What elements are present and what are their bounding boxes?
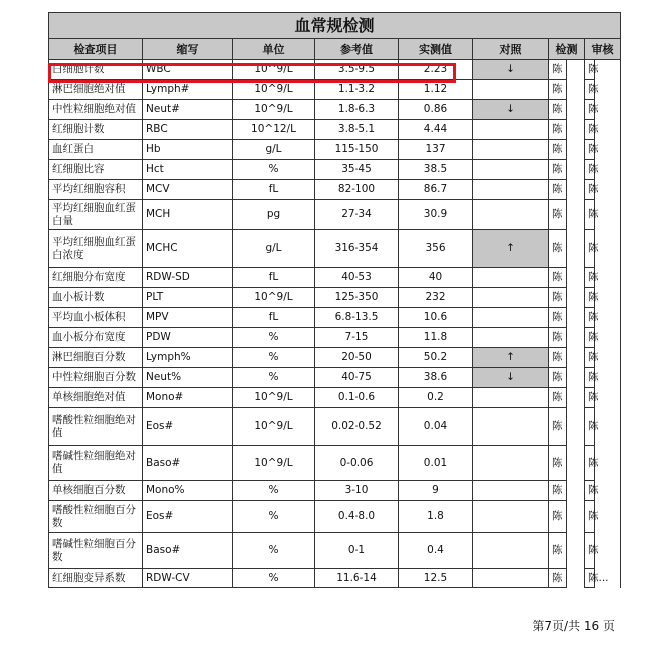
unit-cell: %: [233, 348, 315, 368]
unit-cell: 10^9/L: [233, 288, 315, 308]
abbreviation-cell: MCV: [143, 180, 233, 200]
gap-cell: [567, 80, 585, 100]
test-name-cell: 红细胞计数: [49, 120, 143, 140]
gap-cell: [567, 288, 585, 308]
flag-cell: ↓: [473, 100, 549, 120]
abbreviation-cell: WBC: [143, 60, 233, 80]
unit-cell: 10^9/L: [233, 446, 315, 481]
reviewer-cell: 陈: [585, 120, 595, 140]
measured-value-cell: 38.5: [399, 160, 473, 180]
gap-cell: [567, 60, 585, 80]
unit-cell: g/L: [233, 230, 315, 268]
flag-cell: ↑: [473, 230, 549, 268]
test-name-cell: 嗜碱性粒细胞百分数: [49, 533, 143, 569]
measured-value-cell: 137: [399, 140, 473, 160]
measured-value-cell: 0.4: [399, 533, 473, 569]
table-row: [49, 481, 621, 501]
reference-cell: 1.1-3.2: [315, 80, 399, 100]
unit-cell: g/L: [233, 140, 315, 160]
col-header-reference: 参考值: [315, 39, 399, 60]
tester-cell: 陈: [549, 288, 567, 308]
reference-cell: 27-34: [315, 200, 399, 230]
test-name-cell: 血红蛋白: [49, 140, 143, 160]
tester-cell: 陈: [549, 140, 567, 160]
col-header-item: 检查项目: [49, 39, 143, 60]
reviewer-cell: 陈: [585, 160, 595, 180]
flag-cell: [473, 140, 549, 160]
abbreviation-cell: Hct: [143, 160, 233, 180]
tester-cell: 陈: [549, 533, 567, 569]
tester-cell: 陈: [549, 388, 567, 408]
reviewer-cell: 陈: [585, 60, 595, 80]
page-number: 第7页/共 16 页: [532, 619, 615, 633]
tester-cell: 陈: [549, 446, 567, 481]
reviewer-cell: 陈...: [585, 569, 595, 588]
gap-cell: [567, 328, 585, 348]
reference-cell: 115-150: [315, 140, 399, 160]
reference-cell: 20-50: [315, 348, 399, 368]
table-row: [49, 180, 621, 200]
abbreviation-cell: Baso#: [143, 533, 233, 569]
blood-test-table: [48, 12, 621, 588]
abbreviation-cell: MCHC: [143, 230, 233, 268]
gap-cell: [567, 388, 585, 408]
test-name-cell: 嗜酸性粒细胞百分数: [49, 501, 143, 533]
unit-cell: 10^12/L: [233, 120, 315, 140]
flag-cell: [473, 569, 549, 588]
reviewer-cell: 陈: [585, 100, 595, 120]
tester-cell: 陈: [549, 569, 567, 588]
reference-cell: 35-45: [315, 160, 399, 180]
tester-cell: 陈: [549, 120, 567, 140]
reviewer-cell: 陈: [585, 80, 595, 100]
table-row: [49, 328, 621, 348]
measured-value-cell: 0.2: [399, 388, 473, 408]
reviewer-cell: 陈: [585, 533, 595, 569]
col-header-reviewer: 审核: [585, 39, 621, 60]
measured-value-cell: 11.8: [399, 328, 473, 348]
flag-cell: [473, 160, 549, 180]
unit-cell: %: [233, 160, 315, 180]
measured-value-cell: 0.04: [399, 408, 473, 446]
table-row: [49, 388, 621, 408]
measured-value-cell: 0.86: [399, 100, 473, 120]
measured-value-cell: 232: [399, 288, 473, 308]
measured-value-cell: 9: [399, 481, 473, 501]
tester-cell: 陈: [549, 230, 567, 268]
unit-cell: %: [233, 481, 315, 501]
reference-cell: 40-53: [315, 268, 399, 288]
tester-cell: 陈: [549, 268, 567, 288]
gap-cell: [567, 180, 585, 200]
col-header-tester: 检测: [549, 39, 585, 60]
measured-value-cell: 38.6: [399, 368, 473, 388]
test-name-cell: 血小板分布宽度: [49, 328, 143, 348]
gap-cell: [567, 100, 585, 120]
table-row: [49, 140, 621, 160]
reference-cell: 82-100: [315, 180, 399, 200]
col-header-abbr: 缩写: [143, 39, 233, 60]
reference-cell: 40-75: [315, 368, 399, 388]
test-name-cell: 淋巴细胞绝对值: [49, 80, 143, 100]
reviewer-cell: 陈: [585, 368, 595, 388]
abbreviation-cell: Neut#: [143, 100, 233, 120]
unit-cell: %: [233, 368, 315, 388]
gap-cell: [567, 160, 585, 180]
test-name-cell: 红细胞分布宽度: [49, 268, 143, 288]
test-name-cell: 嗜酸性粒细胞绝对值: [49, 408, 143, 446]
tester-cell: 陈: [549, 160, 567, 180]
reviewer-cell: 陈: [585, 348, 595, 368]
measured-value-cell: 12.5: [399, 569, 473, 588]
flag-cell: [473, 446, 549, 481]
flag-cell: ↑: [473, 348, 549, 368]
measured-value-cell: 2.23: [399, 60, 473, 80]
reviewer-cell: 陈: [585, 180, 595, 200]
measured-value-cell: 30.9: [399, 200, 473, 230]
abbreviation-cell: Hb: [143, 140, 233, 160]
abbreviation-cell: Neut%: [143, 368, 233, 388]
tester-cell: 陈: [549, 328, 567, 348]
gap-cell: [567, 348, 585, 368]
gap-cell: [567, 533, 585, 569]
gap-cell: [567, 200, 585, 230]
reviewer-cell: 陈: [585, 408, 595, 446]
tester-cell: 陈: [549, 501, 567, 533]
unit-cell: fL: [233, 268, 315, 288]
tester-cell: 陈: [549, 60, 567, 80]
test-name-cell: 白细胞计数: [49, 60, 143, 80]
measured-value-cell: 0.01: [399, 446, 473, 481]
gap-cell: [567, 501, 585, 533]
flag-cell: [473, 80, 549, 100]
gap-cell: [567, 120, 585, 140]
tester-cell: 陈: [549, 348, 567, 368]
col-header-measured: 实测值: [399, 39, 473, 60]
reviewer-cell: 陈: [585, 140, 595, 160]
unit-cell: pg: [233, 200, 315, 230]
reviewer-cell: 陈: [585, 328, 595, 348]
measured-value-cell: 4.44: [399, 120, 473, 140]
table-row: [49, 408, 621, 446]
table-row: [49, 60, 621, 80]
tester-cell: 陈: [549, 408, 567, 446]
flag-cell: [473, 328, 549, 348]
table-row: [49, 230, 621, 268]
table-row: [49, 446, 621, 481]
reference-cell: 3.8-5.1: [315, 120, 399, 140]
flag-cell: [473, 180, 549, 200]
abbreviation-cell: RDW-CV: [143, 569, 233, 588]
gap-cell: [567, 368, 585, 388]
flag-cell: [473, 120, 549, 140]
measured-value-cell: 40: [399, 268, 473, 288]
reference-cell: 11.6-14: [315, 569, 399, 588]
reviewer-cell: 陈: [585, 308, 595, 328]
test-name-cell: 单核细胞绝对值: [49, 388, 143, 408]
gap-cell: [567, 446, 585, 481]
flag-cell: ↓: [473, 368, 549, 388]
unit-cell: %: [233, 533, 315, 569]
reference-cell: 3.5-9.5: [315, 60, 399, 80]
table-row: [49, 160, 621, 180]
measured-value-cell: 86.7: [399, 180, 473, 200]
reference-cell: 0.4-8.0: [315, 501, 399, 533]
tester-cell: 陈: [549, 80, 567, 100]
abbreviation-cell: RBC: [143, 120, 233, 140]
abbreviation-cell: MCH: [143, 200, 233, 230]
report-title: 血常规检测: [49, 13, 621, 39]
unit-cell: %: [233, 328, 315, 348]
test-name-cell: 中性粒细胞百分数: [49, 368, 143, 388]
tester-cell: 陈: [549, 100, 567, 120]
unit-cell: fL: [233, 180, 315, 200]
test-name-cell: 平均红细胞容积: [49, 180, 143, 200]
unit-cell: fL: [233, 308, 315, 328]
reference-cell: 0-0.06: [315, 446, 399, 481]
measured-value-cell: 1.8: [399, 501, 473, 533]
gap-cell: [567, 140, 585, 160]
flag-cell: [473, 481, 549, 501]
unit-cell: 10^9/L: [233, 60, 315, 80]
gap-cell: [567, 408, 585, 446]
test-name-cell: 平均血小板体积: [49, 308, 143, 328]
reviewer-cell: 陈: [585, 446, 595, 481]
flag-cell: [473, 268, 549, 288]
table-row: [49, 501, 621, 533]
test-name-cell: 平均红细胞血红蛋白浓度: [49, 230, 143, 268]
abbreviation-cell: Lymph#: [143, 80, 233, 100]
gap-cell: [567, 308, 585, 328]
flag-cell: [473, 501, 549, 533]
table-row: [49, 308, 621, 328]
flag-cell: [473, 388, 549, 408]
tester-cell: 陈: [549, 308, 567, 328]
column-header-row: [49, 39, 621, 60]
test-name-cell: 嗜碱性粒细胞绝对值: [49, 446, 143, 481]
abbreviation-cell: Eos#: [143, 408, 233, 446]
table-row: [49, 348, 621, 368]
reference-cell: 125-350: [315, 288, 399, 308]
reference-cell: 3-10: [315, 481, 399, 501]
unit-cell: %: [233, 501, 315, 533]
gap-cell: [567, 230, 585, 268]
abbreviation-cell: MPV: [143, 308, 233, 328]
gap-cell: [567, 481, 585, 501]
test-name-cell: 红细胞变异系数: [49, 569, 143, 588]
tester-cell: 陈: [549, 368, 567, 388]
test-name-cell: 血小板计数: [49, 288, 143, 308]
reviewer-cell: 陈: [585, 481, 595, 501]
reference-cell: 7-15: [315, 328, 399, 348]
table-row: [49, 368, 621, 388]
test-name-cell: 淋巴细胞百分数: [49, 348, 143, 368]
table-row: [49, 569, 621, 588]
table-row: [49, 268, 621, 288]
table-row: [49, 200, 621, 230]
test-name-cell: 平均红细胞血红蛋白量: [49, 200, 143, 230]
flag-cell: ↓: [473, 60, 549, 80]
col-header-flag: 对照: [473, 39, 549, 60]
test-name-cell: 单核细胞百分数: [49, 481, 143, 501]
measured-value-cell: 50.2: [399, 348, 473, 368]
abbreviation-cell: PDW: [143, 328, 233, 348]
reviewer-cell: 陈: [585, 230, 595, 268]
reference-cell: 0.02-0.52: [315, 408, 399, 446]
reviewer-cell: 陈: [585, 388, 595, 408]
measured-value-cell: 356: [399, 230, 473, 268]
abbreviation-cell: Baso#: [143, 446, 233, 481]
unit-cell: 10^9/L: [233, 80, 315, 100]
test-name-cell: 红细胞比容: [49, 160, 143, 180]
table-row: [49, 288, 621, 308]
tester-cell: 陈: [549, 200, 567, 230]
abbreviation-cell: RDW-SD: [143, 268, 233, 288]
gap-cell: [567, 569, 585, 588]
measured-value-cell: 1.12: [399, 80, 473, 100]
reference-cell: 0-1: [315, 533, 399, 569]
table-row: [49, 533, 621, 569]
reference-cell: 316-354: [315, 230, 399, 268]
test-name-cell: 中性粒细胞绝对值: [49, 100, 143, 120]
abbreviation-cell: PLT: [143, 288, 233, 308]
table-row: [49, 120, 621, 140]
reference-cell: 1.8-6.3: [315, 100, 399, 120]
reference-cell: 6.8-13.5: [315, 308, 399, 328]
tester-cell: 陈: [549, 180, 567, 200]
reviewer-cell: 陈: [585, 288, 595, 308]
col-header-unit: 单位: [233, 39, 315, 60]
reviewer-cell: 陈: [585, 501, 595, 533]
unit-cell: %: [233, 569, 315, 588]
table-row: [49, 80, 621, 100]
gap-cell: [567, 268, 585, 288]
flag-cell: [473, 288, 549, 308]
abbreviation-cell: Eos#: [143, 501, 233, 533]
abbreviation-cell: Mono#: [143, 388, 233, 408]
measured-value-cell: 10.6: [399, 308, 473, 328]
flag-cell: [473, 533, 549, 569]
unit-cell: 10^9/L: [233, 100, 315, 120]
table-row: [49, 100, 621, 120]
reference-cell: 0.1-0.6: [315, 388, 399, 408]
flag-cell: [473, 308, 549, 328]
unit-cell: 10^9/L: [233, 388, 315, 408]
reviewer-cell: 陈: [585, 268, 595, 288]
flag-cell: [473, 200, 549, 230]
unit-cell: 10^9/L: [233, 408, 315, 446]
flag-cell: [473, 408, 549, 446]
reviewer-cell: 陈: [585, 200, 595, 230]
abbreviation-cell: Lymph%: [143, 348, 233, 368]
tester-cell: 陈: [549, 481, 567, 501]
abbreviation-cell: Mono%: [143, 481, 233, 501]
